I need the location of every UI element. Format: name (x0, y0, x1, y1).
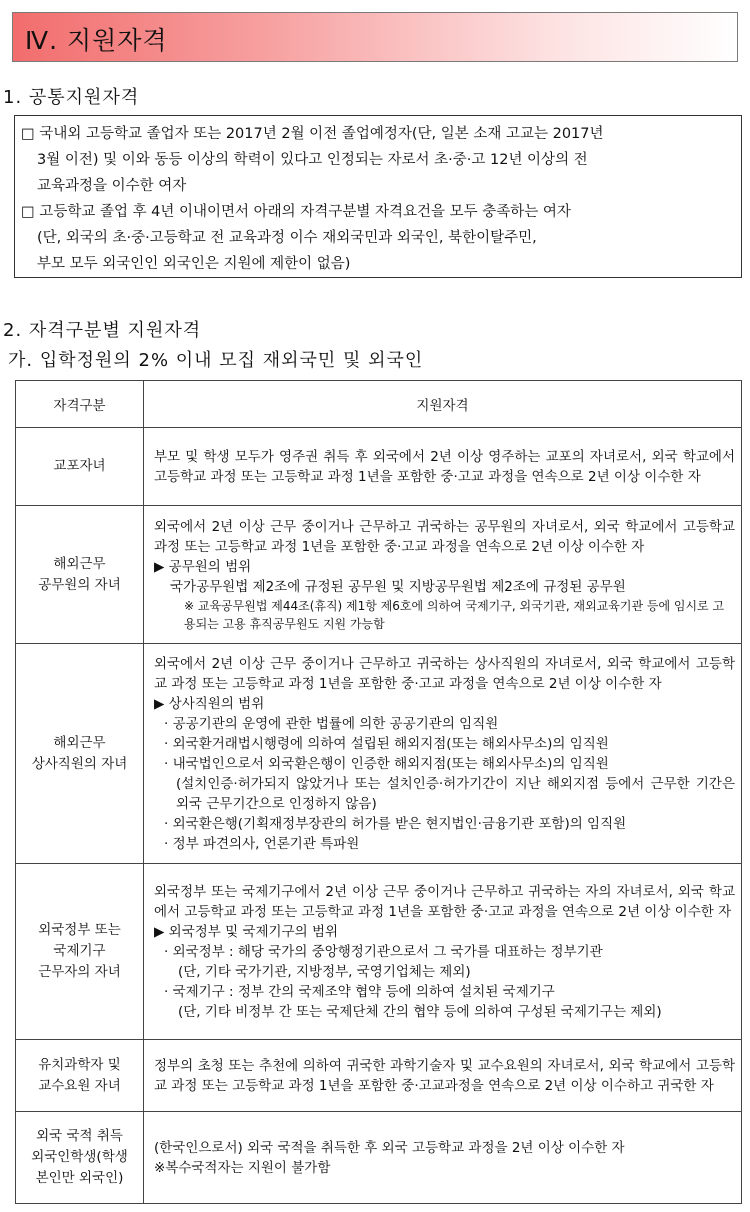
category-line: 공무원의 자녀 (38, 576, 121, 593)
scope-heading: ▶ 외국정부 및 국제기구의 범위 (154, 923, 339, 940)
common-line-5: (단, 외국의 초·중·고등학교 전 교육과정 이수 재외국민과 외국인, 북한이탈주민, (37, 230, 537, 246)
scope-heading: ▶ 상사직원의 범위 (154, 695, 265, 712)
table-row (16, 1040, 742, 1112)
category-line: 유치과학자 및 (38, 1056, 121, 1073)
table-row (16, 428, 742, 506)
scope-item: · 공공기관의 운영에 관한 법률에 의한 공공기관의 임직원 (164, 715, 499, 732)
row-category (16, 1112, 144, 1204)
common-line-3: 교육과정을 이수한 여자 (37, 178, 187, 194)
note-text: ※ 교육공무원법 제44조(휴직) 제1항 제6호에 의하여 국제기구, 외국기관, 재외교육기관 등에 임시로 고용되는 고용 휴직공무원도 지원 가능함 (184, 598, 725, 631)
qualification-table (15, 380, 742, 1204)
content-paragraph: 외국정부 또는 국제기구에서 2년 이상 근무 중이거나 근무하고 귀국하는 자의 자녀로서, 외국 학교에서 고등학교 과정 또는 고등학교 과정 1년을 포함한 중·고교 과정을 연속으로 2년 이상 이수한 자 (154, 883, 735, 920)
common-line-1: □ 국내외 고등학교 졸업자 또는 2017년 2월 이전 졸업예정자(단, 일본 소재 고교는 2017년 (21, 126, 604, 142)
row-category (16, 864, 144, 1040)
section2-subheading: 가. 입학정원의 2% 이내 모집 재외국민 및 외국인 (8, 350, 424, 371)
header-category: 자격구분 (16, 381, 144, 428)
row-category (16, 1040, 144, 1112)
category-line: 외국정부 또는 (38, 922, 121, 938)
scope-item: · 정부 파견의사, 언론기관 특파원 (164, 835, 360, 852)
common-line-6: 부모 모두 외국인인 외국인은 지원에 제한이 없음) (37, 256, 351, 272)
table-row (16, 1112, 742, 1204)
scope-note: (단, 기타 국가기관, 지방정부, 국영기업체는 제외) (178, 963, 471, 980)
scope-item: · 외국정부 : 해당 국가의 중앙행정기관으로서 그 국가를 대표하는 정부기관 (164, 943, 603, 960)
row-content (144, 864, 742, 1040)
category-line: 국제기구 (53, 943, 106, 959)
banner-title: Ⅳ. 지원자격 (25, 26, 168, 55)
note-text: ※복수국적자는 지원이 불가함 (154, 1159, 331, 1176)
category-line: 교수요원 자녀 (38, 1077, 121, 1094)
common-line-2: 3월 이전) 및 이와 동등 이상의 학력이 있다고 인정되는 자로서 초·중·고 12년 이상의 전 (37, 152, 588, 168)
content-paragraph: 외국에서 2년 이상 근무 중이거나 근무하고 귀국하는 상사직원의 자녀로서, 외국 학교에서 고등학교 과정 또는 고등학교 과정 1년을 포함한 중·고교 과정을 연속으로 2년 이상 이수한 자 (154, 655, 735, 692)
category-line: 외국 국적 취득 (36, 1128, 123, 1144)
category-line: 해외근무 (53, 555, 106, 572)
row-content (144, 1112, 742, 1204)
category-line: 상사직원의 자녀 (31, 755, 128, 772)
row-content (144, 1040, 742, 1112)
content-paragraph: 부모 및 학생 모두가 영주권 취득 후 외국에서 2년 이상 영주하는 교포의 자녀로서, 외국 학교에서 고등학교 과정 또는 고등학교 과정 1년을 포함한 중·고교 과정을 연속으로 2년 이상 이수한 자 (154, 448, 735, 485)
content-paragraph: 정부의 초청 또는 추천에 의하여 귀국한 과학기술자 및 교수요원의 자녀로서, 외국 학교에서 고등학교 과정 또는 고등학교 과정 1년을 포함한 중·고교과정을 연속으로 2년 이상 이수하고 귀국한 자 (154, 1057, 735, 1094)
scope-item: · 외국환거래법시행령에 의하여 설립된 해외지점(또는 해외사무소)의 임직원 (164, 735, 609, 752)
table-row (16, 864, 742, 1040)
row-content (144, 428, 742, 506)
category-line: 본인만 외국인) (35, 1170, 124, 1186)
category-line: 교포자녀 (53, 458, 106, 474)
scope-item: · 국제기구 : 정부 간의 국제조약 협약 등에 의하여 설치된 국제기구 (164, 983, 555, 1000)
header-qualification: 지원자격 (144, 381, 742, 428)
scope-item: · 내국법인으로서 외국환은행이 인증한 해외지점(또는 해외사무소)의 임직원 (164, 755, 609, 772)
category-line: 근무자의 자녀 (38, 964, 121, 980)
row-category (16, 644, 144, 864)
row-category (16, 506, 144, 644)
content-paragraph: 외국에서 2년 이상 근무 중이거나 근무하고 귀국하는 공무원의 자녀로서, 외국 학교에서 고등학교 과정 또는 고등학교 과정 1년을 포함한 중·고교 과정을 연속으로 2년 이상 이수한 자 (154, 518, 735, 555)
scope-note: (설치인증·허가되지 않았거나 또는 설치인증·허가기간이 지난 해외지점 등에서 근무한 기간은 외국 근무기간으로 인정하지 않음) (176, 775, 735, 812)
table-row (16, 506, 742, 644)
section-banner (12, 12, 738, 62)
section2-heading: 2. 자격구분별 지원자격 (3, 320, 202, 341)
row-content (144, 506, 742, 644)
row-category (16, 428, 144, 506)
scope-item: · 외국환은행(기획재정부장관의 허가를 받은 현지법인·금융기관 포함)의 임직원 (164, 815, 627, 832)
common-qualification-box (14, 115, 742, 278)
scope-item: 국가공무원법 제2조에 규정된 공무원 및 지방공무원법 제2조에 규정된 공무원 (170, 578, 626, 595)
section1-heading: 1. 공통지원자격 (3, 87, 140, 108)
table-row (16, 644, 742, 864)
category-line: 외국인학생(학생 (31, 1149, 128, 1165)
category-line: 해외근무 (53, 734, 106, 751)
scope-note: (단, 기타 비정부 간 또는 국제단체 간의 협약 등에 의하여 구성된 국제기구는 제외) (178, 1003, 662, 1020)
content-paragraph: (한국인으로서) 외국 국적을 취득한 후 외국 고등학교 과정을 2년 이상 이수한 자 (154, 1139, 625, 1156)
row-content (144, 644, 742, 864)
table-header-row (16, 381, 742, 428)
scope-heading: ▶ 공무원의 범위 (154, 558, 252, 575)
common-line-4: □ 고등학교 졸업 후 4년 이내이면서 아래의 자격구분별 자격요건을 모두 충족하는 여자 (21, 204, 571, 220)
